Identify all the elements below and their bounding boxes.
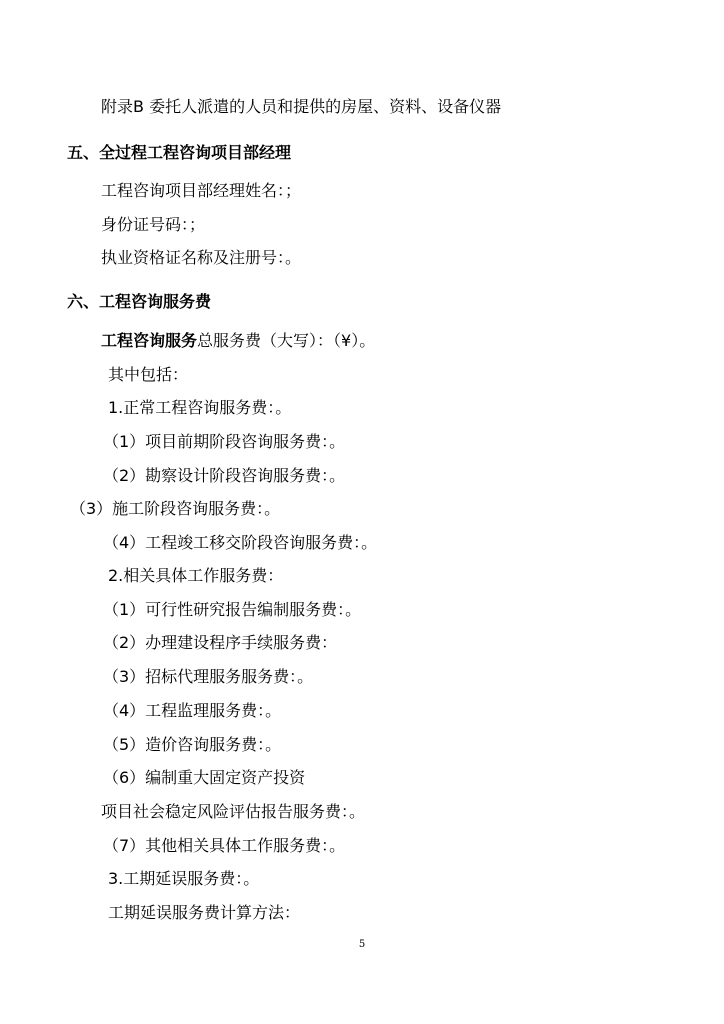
qualification-line: 执业资格证名称及注册号：。 (101, 248, 302, 267)
normal-item-2: （2）勘察设计阶段咨询服务费：。 (103, 466, 346, 485)
specific-item-7: （7）其他相关具体工作服务费：。 (103, 836, 346, 855)
specific-item-5: （5）造价咨询服务费：。 (103, 735, 282, 754)
specific-item-1: （1）可行性研究报告编制服务费：。 (103, 600, 362, 619)
manager-name-line: 工程咨询项目部经理姓名：； (101, 181, 302, 200)
section6-heading: 六、工程咨询服务费 (67, 292, 212, 311)
normal-item-3: （3）施工阶段咨询服务费：。 (70, 499, 281, 518)
normal-fee-line: 1.正常工程咨询服务费：。 (108, 398, 292, 417)
normal-item-4: （4）工程竣工移交阶段咨询服务费：。 (103, 533, 378, 552)
page-number: 5 (358, 939, 366, 950)
specific-item-2: （2）办理建设程序手续服务费： (103, 633, 338, 652)
specific-fee-line: 2.相关具体工作服务费： (108, 566, 284, 585)
delay-fee-line: 3.工期延误服务费：。 (108, 869, 260, 888)
delay-method-line: 工期延误服务费计算方法： (108, 903, 301, 922)
specific-item-6-continued: 项目社会稳定风险评估报告服务费：。 (101, 802, 366, 821)
includes-line: 其中包括： (108, 365, 189, 384)
specific-item-6: （6）编制重大固定资产投资 (103, 768, 306, 787)
normal-item-1: （1）项目前期阶段咨询服务费：。 (103, 432, 346, 451)
appendix-b-line: 附录B 委托人派遣的人员和提供的房屋、资料、设备仪器 (101, 97, 502, 116)
total-fee-rest: 总服务费（大写）：（¥）。 (197, 331, 376, 350)
id-number-line: 身份证号码：； (101, 215, 206, 234)
specific-item-3: （3）招标代理服务服务费：。 (103, 667, 314, 686)
total-fee-line (101, 331, 375, 351)
total-fee-bold: 工程咨询服务 (101, 331, 198, 350)
section5-heading: 五、全过程工程咨询项目部经理 (67, 143, 292, 162)
specific-item-4: （4）工程监理服务费：。 (103, 701, 282, 720)
